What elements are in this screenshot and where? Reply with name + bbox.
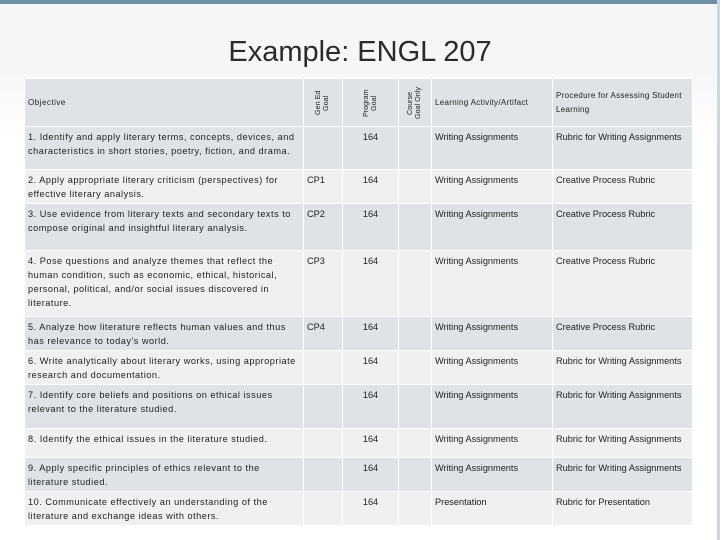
- objective-cell: 10. Communicate effectively an understanding of the literature and exchange ideas with others.: [25, 492, 304, 526]
- table-row: [25, 170, 693, 204]
- objective-cell: 5. Analyze how literature reflects human values and thus has relevance to today's world.: [25, 317, 304, 351]
- course-goal-cell: [399, 429, 432, 458]
- course-goal-cell: [399, 251, 432, 317]
- course-goal-cell: [399, 351, 432, 385]
- activity-cell: Writing Assignments: [432, 127, 553, 170]
- objective-cell: 1. Identify and apply literary terms, concepts, devices, and characteristics in short stories, poetry, fiction, and drama.: [25, 127, 304, 170]
- procedure-cell: Creative Process Rubric: [553, 251, 693, 317]
- table-header-row: [25, 79, 693, 127]
- top-accent-rule: [0, 0, 720, 4]
- program-goal-cell: 164: [343, 251, 399, 317]
- procedure-cell: Creative Process Rubric: [553, 317, 693, 351]
- objective-cell: 8. Identify the ethical issues in the literature studied.: [25, 429, 304, 458]
- course-goal-cell: [399, 458, 432, 492]
- procedure-cell: Rubric for Writing Assignments: [553, 458, 693, 492]
- gen-ed-goal-cell: [304, 429, 343, 458]
- header-procedure: Procedure for Assessing Student Learning: [553, 79, 693, 127]
- course-goal-cell: [399, 492, 432, 526]
- table-row: [25, 317, 693, 351]
- header-gen-ed-goal: Gen Ed Goal: [304, 79, 343, 127]
- activity-cell: Presentation: [432, 492, 553, 526]
- course-goal-cell: [399, 317, 432, 351]
- procedure-cell: Rubric for Writing Assignments: [553, 127, 693, 170]
- procedure-cell: Rubric for Presentation: [553, 492, 693, 526]
- activity-cell: Writing Assignments: [432, 170, 553, 204]
- gen-ed-goal-cell: [304, 458, 343, 492]
- gen-ed-goal-cell: CP1: [304, 170, 343, 204]
- table-row: [25, 492, 693, 526]
- header-program-goal: Program Goal: [343, 79, 399, 127]
- program-goal-cell: 164: [343, 351, 399, 385]
- activity-cell: Writing Assignments: [432, 458, 553, 492]
- gen-ed-goal-cell: [304, 127, 343, 170]
- activity-cell: Writing Assignments: [432, 385, 553, 429]
- activity-cell: Writing Assignments: [432, 351, 553, 385]
- objective-cell: 7. Identify core beliefs and positions on ethical issues relevant to the literature studied.: [25, 385, 304, 429]
- table-row: [25, 458, 693, 492]
- program-goal-cell: 164: [343, 170, 399, 204]
- objective-cell: 4. Pose questions and analyze themes that reflect the human condition, such as economic, ethical, historical, personal, political, and/or social issues discovered in literature.: [25, 251, 304, 317]
- header-learning-activity: Learning Activity/Artifact: [432, 79, 553, 127]
- table-row: [25, 351, 693, 385]
- header-objective: Objective: [25, 79, 304, 127]
- table-row: [25, 204, 693, 251]
- course-goal-cell: [399, 127, 432, 170]
- objectives-table: [24, 78, 693, 526]
- program-goal-cell: 164: [343, 385, 399, 429]
- gen-ed-goal-cell: [304, 351, 343, 385]
- header-course-goal-only: Course Goal Only: [399, 79, 432, 127]
- program-goal-cell: 164: [343, 458, 399, 492]
- activity-cell: Writing Assignments: [432, 204, 553, 251]
- objective-cell: 3. Use evidence from literary texts and secondary texts to compose original and insightful literary analysis.: [25, 204, 304, 251]
- course-goal-cell: [399, 170, 432, 204]
- table-row: [25, 127, 693, 170]
- procedure-cell: Creative Process Rubric: [553, 204, 693, 251]
- gen-ed-goal-cell: CP3: [304, 251, 343, 317]
- course-goal-cell: [399, 385, 432, 429]
- procedure-cell: Rubric for Writing Assignments: [553, 385, 693, 429]
- procedure-cell: Rubric for Writing Assignments: [553, 429, 693, 458]
- objective-cell: 2. Apply appropriate literary criticism (perspectives) for effective literary analysis.: [25, 170, 304, 204]
- activity-cell: Writing Assignments: [432, 429, 553, 458]
- program-goal-cell: 164: [343, 204, 399, 251]
- program-goal-cell: 164: [343, 492, 399, 526]
- page-title: Example: ENGL 207: [228, 36, 492, 68]
- objective-cell: 6. Write analytically about literary works, using appropriate research and documentation.: [25, 351, 304, 385]
- gen-ed-goal-cell: CP2: [304, 204, 343, 251]
- program-goal-cell: 164: [343, 317, 399, 351]
- gen-ed-goal-cell: [304, 492, 343, 526]
- procedure-cell: Creative Process Rubric: [553, 170, 693, 204]
- table-row: [25, 429, 693, 458]
- activity-cell: Writing Assignments: [432, 251, 553, 317]
- objective-cell: 9. Apply specific principles of ethics relevant to the literature studied.: [25, 458, 304, 492]
- table-row: [25, 251, 693, 317]
- activity-cell: Writing Assignments: [432, 317, 553, 351]
- program-goal-cell: 164: [343, 429, 399, 458]
- procedure-cell: Rubric for Writing Assignments: [553, 351, 693, 385]
- course-goal-cell: [399, 204, 432, 251]
- gen-ed-goal-cell: CP4: [304, 317, 343, 351]
- table-row: [25, 385, 693, 429]
- gen-ed-goal-cell: [304, 385, 343, 429]
- program-goal-cell: 164: [343, 127, 399, 170]
